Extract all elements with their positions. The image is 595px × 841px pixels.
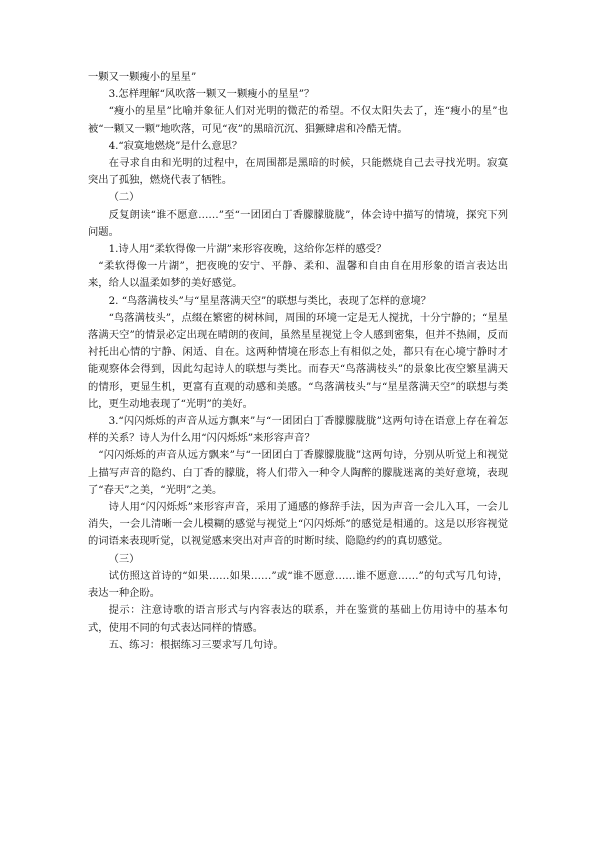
practice-item: 五、练习：根据练习三要求写几句诗。 <box>108 638 284 651</box>
section-intro: 反复朗读“谁不愿意……”至“一团团白丁香朦朦胧胧”，体会诗中描写的情境，探究下列问题。 <box>88 208 508 238</box>
section-heading-3: （三） <box>108 552 140 565</box>
answer-4: 在寻求自由和光明的过程中，在周围都是黑暗的时候，只能燃烧自己去寻找光明。寂寞突出了孤独，燃烧代表了牺牲。 <box>88 157 508 187</box>
question-4: 4.“寂寞地燃烧”是什么意思？ <box>108 139 243 152</box>
answer-3b-part2: 诗人用“闪闪烁烁”来形容声音，采用了通感的修辞手法，因为声音一会儿入耳，一会儿消失，一会儿清晰一会儿模糊的感觉与视觉上“闪闪烁烁”的感觉是相通的。这是以形容视觉的词语来表现听觉，以视觉感来突出对声音的时断时续、隐隐约约的真切感觉。 <box>88 501 508 548</box>
section-heading-2: （二） <box>108 191 140 204</box>
document-body <box>88 69 508 654</box>
question-3b: 3.“闪闪烁烁的声音从远方飘来”与“一团团白丁香朦朦胧胧”这两句诗在语意上存在着怎样的关系？诗人为什么用“闪闪烁烁”来形容声音？ <box>88 415 508 445</box>
exercise-prompt: 试仿照这首诗的“如果……如果……”或“谁不愿意……谁不愿意……”的句式写几句诗，表达一种企盼。 <box>88 569 508 600</box>
exercise-hint: 提示：注意诗歌的语言形式与内容表达的联系，并在鉴赏的基础上仿用诗中的基本句式，使用不同的句式表达同样的情感。 <box>88 604 508 634</box>
answer-3b-part1: “闪闪烁烁的声音从远方飘来”与“一团团白丁香朦朦胧胧”这两句诗，分别从听觉上和视觉上描写声音的隐约、白丁香的朦胧，将人们带入一种令人陶醉的朦胧迷离的美好意境，表现了“春天”之美，“光明”之美。 <box>88 449 508 496</box>
answer-3: “瘦小的星星”比喻并象征人们对光明的微茫的希望。不仅太阳失去了，连“瘦小的星”也被“一颗又一颗”地吹落，可见“夜”的黑暗沉沉、猖獗肆虐和冷酷无情。 <box>88 105 508 135</box>
question-2: 2. “鸟落满枝头”与“星星落满天空”的联想与类比，表现了怎样的意境？ <box>108 294 432 307</box>
question-3: 3.怎样理解“风吹落一颗又一颗瘦小的星星”？ <box>108 88 315 101</box>
paragraph: 一颗又一颗瘦小的星星” <box>88 71 197 83</box>
answer-1: “柔软得像一片湖”，把夜晚的安宁、平静、柔和、温馨和自由自在用形象的语言表达出来，给人以温柔如梦的美好感觉。 <box>88 260 508 290</box>
question-1: 1.诗人用“柔软得像一片湖”来形容夜晚，这给你怎样的感受？ <box>108 243 387 256</box>
answer-2: “鸟落满枝头”，点缀在繁密的树林间，周围的环境一定是无人搅扰，十分宁静的；“星星落满天空”的情景必定出现在晴朗的夜间，虽然星星视觉上令人感到密集，但并不热闹，反而衬托出心情的宁静、闲适、自在。这两种情境在形态上有相似之处，都只有在心境宁静时才能观察体会得到，因此勾起诗人的联想与类比。而春天“鸟落满枝头”的景象比夜空繁星满天的情形，更显生机，更富有直观的动感和美感。“鸟落满枝头”与“星星落满天空”的联想与类比，更生动地表现了“光明”的美好。 <box>88 311 508 410</box>
